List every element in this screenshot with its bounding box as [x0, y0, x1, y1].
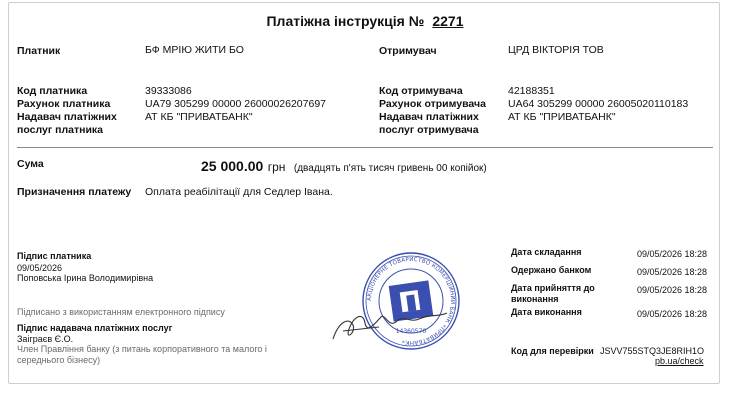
recipient-code-label: Код отримувача — [379, 85, 463, 97]
recipient-provider-label: Надавач платіжних послуг отримувача — [379, 111, 479, 136]
date-label-3: Дата виконання — [511, 307, 582, 317]
stamp-bank-name: АКЦІОНЕРНЕ ТОВАРИСТВО КОМЕРЦІЙНИЙ БАНК «ПРИВАТБАНК» — [366, 256, 456, 346]
provider-signature-position: Член Правління банку (з питань корпоративного та малого і середнього бізнесу) — [17, 344, 267, 365]
stamp-code: 14360570 — [395, 328, 427, 335]
purpose-text: Оплата реабілітації для Седлер Івана. — [145, 186, 333, 198]
amount-row — [201, 158, 487, 176]
payer-signature-name: Поповська Ірина Володимирівна — [17, 273, 154, 283]
payer-signature-date: 09/05/2026 — [17, 263, 63, 273]
date-value-3: 09/05/2026 18:28 — [637, 309, 708, 319]
document-number: 2271 — [432, 13, 464, 29]
payer-account-label: Рахунок платника — [17, 98, 111, 110]
date-label-1: Одержано банком — [511, 265, 592, 275]
recipient-account-label: Рахунок отримувача — [379, 98, 486, 110]
date-label-2: Дата прийняття до виконання — [511, 283, 595, 304]
recipient-provider: АТ КБ "ПРИВАТБАНК" — [508, 111, 616, 123]
amount-value: 25 000.00 — [201, 158, 264, 174]
recipient-code: 42188351 — [508, 85, 555, 97]
recipient-label: Отримувач — [379, 45, 437, 57]
recipient-name: ЦРД ВІКТОРІЯ ТОВ — [508, 44, 604, 56]
payer-code-label: Код платника — [17, 85, 88, 97]
purpose-label: Призначення платежу — [17, 186, 132, 198]
payer-signature-label: Підпис платника — [17, 251, 92, 261]
payer-name: БФ МРІЮ ЖИТИ БО — [145, 44, 244, 56]
payment-instruction-document — [8, 2, 720, 384]
payer-label: Платник — [17, 45, 61, 57]
recipient-account: UA64 305299 00000 26005020110183 — [508, 98, 689, 110]
document-title — [9, 13, 721, 29]
section-divider — [17, 147, 713, 148]
amount-in-words: (двадцять п'ять тисяч гривень 00 копійок) — [293, 163, 487, 174]
document-title-text: Платіжна інструкція № — [266, 13, 425, 29]
payer-account: UA79 305299 00000 26000026207697 — [145, 98, 327, 110]
bank-stamp — [319, 251, 489, 351]
payer-provider: АТ КБ "ПРИВАТБАНК" — [145, 111, 253, 123]
provider-signature-label: Підпис надавача платіжних послуг — [17, 323, 173, 333]
verification-code: JSVV755STQ3JE8RIH1O — [600, 346, 705, 356]
amount-currency: грн — [267, 160, 286, 174]
payer-provider-label: Надавач платіжних послуг платника — [17, 111, 117, 136]
payer-code: 39333086 — [145, 85, 192, 97]
provider-signature-name: Заіграєв Є.О. — [17, 334, 74, 344]
verification-label: Код для перевірки — [511, 346, 594, 356]
date-value-2: 09/05/2026 18:28 — [637, 285, 708, 295]
date-label-0: Дата складання — [511, 247, 582, 257]
date-value-0: 09/05/2026 18:28 — [637, 249, 708, 259]
verification-link[interactable]: pb.ua/check — [655, 356, 704, 366]
privatbank-logo-icon — [389, 280, 434, 321]
e-signature-note: Підписано з використанням електронного підпису — [17, 307, 225, 317]
amount-label: Сума — [17, 158, 44, 170]
date-value-1: 09/05/2026 18:28 — [637, 267, 708, 277]
